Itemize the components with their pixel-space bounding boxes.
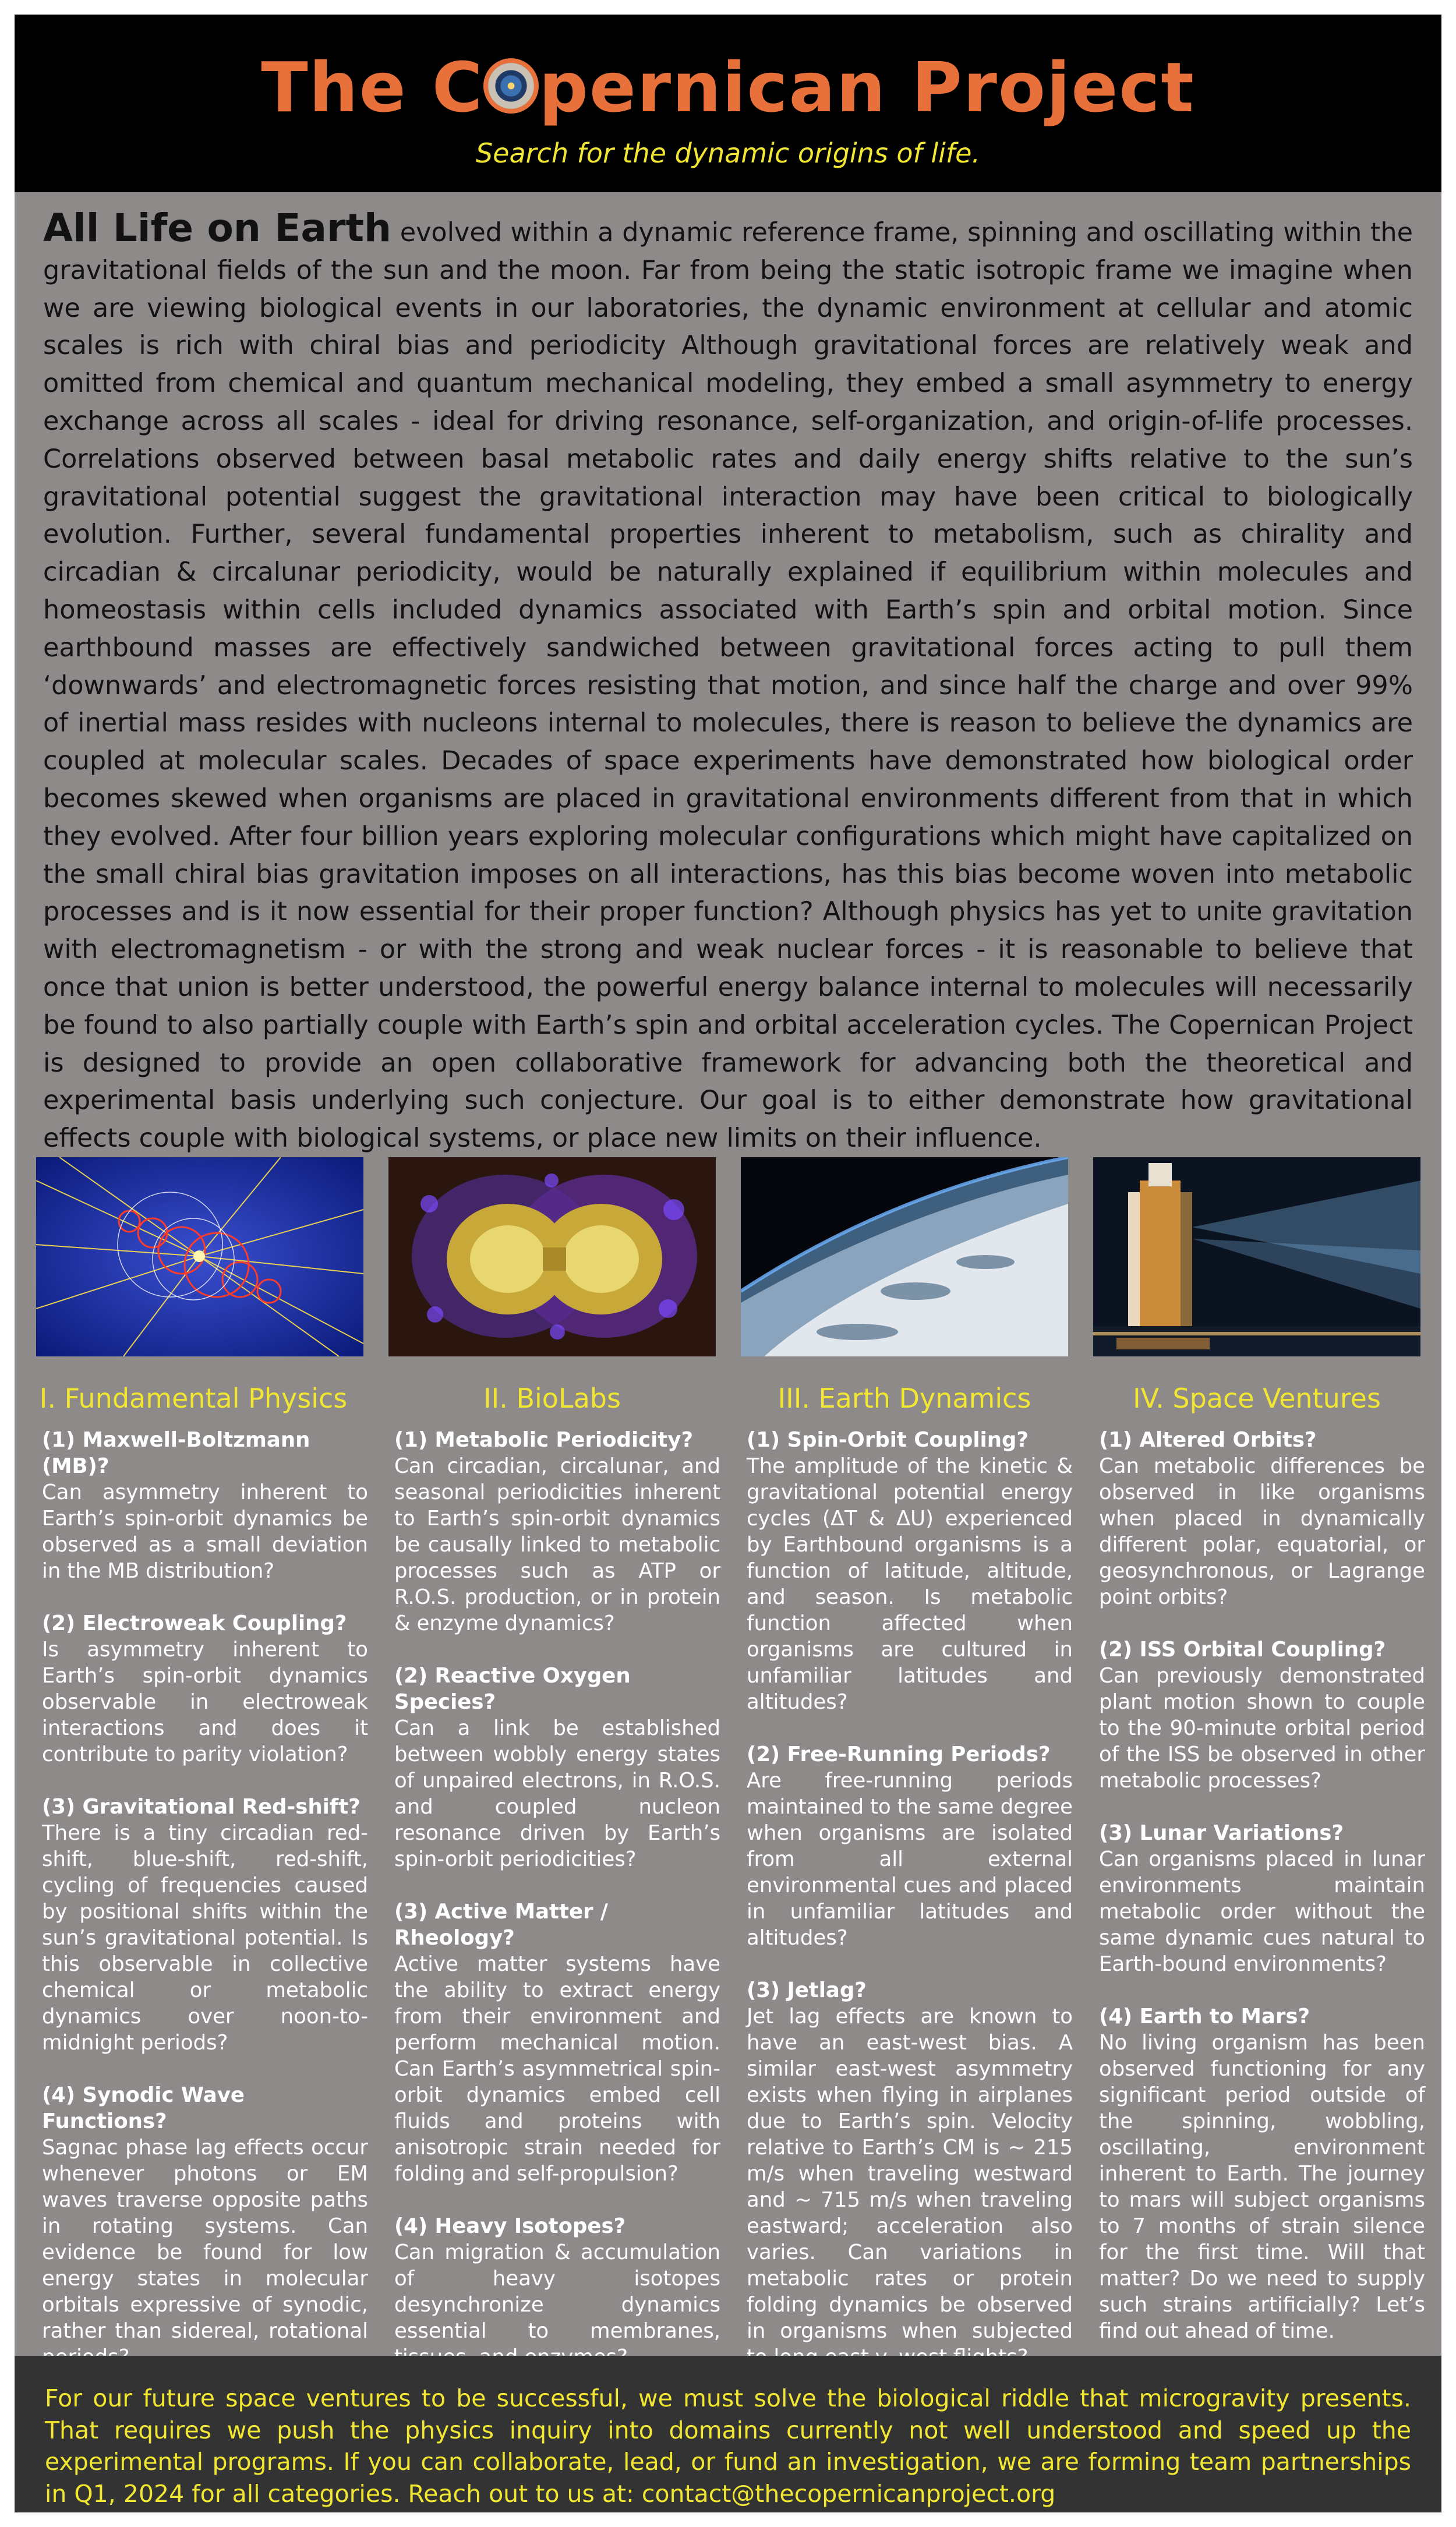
item-title: (1) Maxwell-Boltzmann (MB)? [42, 1428, 310, 1478]
list-item [42, 1610, 368, 1768]
item-text: Active matter systems have the ability to extract energy from their environment and perform mechanical motion. Can Earth’s asymmetrical spin-orbit dynamics embed cell fluids and proteins with anisotropic strain needed for folding and self-propulsion? [394, 1952, 720, 2186]
column-heading-space-ventures: IV. Space Ventures [1133, 1383, 1381, 1414]
item-title: (2) Free-Running Periods? [747, 1743, 1051, 1766]
item-title: (3) Lunar Variations? [1099, 1821, 1344, 1845]
list-item [1099, 2003, 1425, 2344]
intro-lead: All Life on Earth [43, 206, 392, 250]
item-text: Can organisms placed in lunar environments maintain metabolic order without the same dynamic cues natural to Earth-bound environments? [1099, 1847, 1425, 1976]
item-title: (3) Jetlag? [747, 1978, 867, 2002]
list-item [1099, 1427, 1425, 1610]
item-text: Can a link be established between wobbly energy states of unpaired electrons, in R.O.S. and coupled nucleon resonance driven by Earth’s spin-orbit periodicities? [394, 1716, 720, 1871]
list-item [747, 1427, 1073, 1715]
cell-division-image [388, 1157, 716, 1356]
item-text: Can asymmetry inherent to Earth’s spin-orbit dynamics be observed as a small deviation in the MB distribution? [42, 1480, 368, 1583]
item-text: Jet lag effects are known to have an east-west bias. A similar east-west asymmetry exists when flying in airplanes due to Earth’s spin. Velocity relative to Earth’s CM is ~ 215 m/s when traveling westward and ~ 715 m/s when traveling eastward; acceleration also varies. Can variations in metabolic rates or protein folding dynamics be observed in organisms when subjected [747, 2005, 1073, 2343]
intro-paragraph [43, 206, 1413, 1158]
item-title: (3) Active Matter / Rheology? [394, 1900, 608, 1950]
title-part-2: pernican Project [539, 47, 1195, 128]
item-title: (2) Electroweak Coupling? [42, 1611, 347, 1635]
page [15, 15, 1441, 2512]
item-text: There is a tiny circadian red-shift, blue-shift, red-shift, cycling of frequencies caused by positional shifts within the sun’s gravitational potential. Is this observable in collective chemical or metabolic dynamics over noon-to-midnight periods? [42, 1821, 368, 2055]
list-item [1099, 1637, 1425, 1794]
item-title: (1) Metabolic Periodicity? [394, 1428, 694, 1452]
item-title: (2) ISS Orbital Coupling? [1099, 1638, 1386, 1662]
item-title: (4) Earth to Mars? [1099, 2005, 1310, 2028]
item-title: (1) Spin-Orbit Coupling? [747, 1428, 1029, 1452]
particle-collision-image [36, 1157, 363, 1356]
list-item [747, 1977, 1073, 2370]
list-item [394, 1899, 720, 2187]
footer-call-to-action: For our future space ventures to be successful, we must solve the biological riddle that microgravity presents. That requires we push the physics inquiry into domains currently not well understood and speed up the experimental programs. If you can collaborate, lead, or fund an investigation, we are forming team partnerships in Q1, 2024 for all categories. Reach out to us at: contact@thecopernicanproject.org [45, 2384, 1411, 2508]
item-text: Sagnac phase lag effects occur whenever photons or EM waves traverse opposite paths in rotating systems. Can evidence be found for low energy states in molecular orbitals expressive of synodic, rather than sidereal, rotational [42, 2136, 368, 2343]
item-text: No living organism has been observed functioning for any significant period outside of the spinning, wobbling, oscillating, environment inherent to Earth. The journey to mars will subject organisms to 7 months of strain silence for the first time. Will that matter? Do we need to supply such strains artificially? Let’s find out ahead of time. [1099, 2031, 1425, 2343]
list-item [42, 1794, 368, 2056]
globe-logo-icon [483, 58, 539, 114]
column-fundamental-physics [42, 1427, 368, 2397]
header [15, 15, 1441, 192]
title-part-1: The C [261, 47, 484, 128]
item-text: Is asymmetry inherent to Earth’s spin-orbit dynamics observable in electroweak interactions and does it contribute to parity violation? [42, 1638, 368, 1766]
list-item [1099, 1820, 1425, 1977]
column-biolabs [394, 1427, 720, 2397]
item-title: (3) Gravitational Red-shift? [42, 1795, 361, 1819]
column-heading-biolabs: II. BioLabs [483, 1383, 621, 1414]
item-text: Can metabolic differences be observed in like organisms when placed in dynamically different polar, equatorial, or geosynchronous, or Lagrange point orbits? [1099, 1454, 1425, 1609]
tagline: Search for the dynamic origins of life. [475, 137, 981, 169]
item-title: (4) Heavy Isotopes? [394, 2214, 626, 2238]
item-text: The amplitude of the kinetic & gravitational potential energy cycles (ΔT & ΔU) experienced by Earthbound organisms is a function of latitude, altitude, and season. Is metabolic function affected when organisms are cultured in unfamiliar latitudes and altitudes? [747, 1454, 1073, 1714]
column-earth-dynamics [747, 1427, 1073, 2397]
list-item [42, 1427, 368, 1584]
footer [15, 2356, 1441, 2512]
list-item [394, 1427, 720, 1637]
item-text: Can circadian, circalunar, and seasonal periodicities inherent to Earth’s spin-orbit dynamics be causally linked to metabolic processes such as ATP or R.O.S. production, or in protein & enzyme dynamics? [394, 1454, 720, 1635]
item-title: (1) Altered Orbits? [1099, 1428, 1317, 1452]
site-title [15, 47, 1441, 128]
rocket-launchpad-image [1093, 1157, 1420, 1356]
column-space-ventures [1099, 1427, 1425, 2370]
earth-orbit-image [741, 1157, 1068, 1356]
item-text: Are free-running periods maintained to the same degree when organisms are isolated from all external environmental cues and placed in unfamiliar latitudes and altitudes? [747, 1769, 1073, 1950]
column-heading-earth-dynamics: III. Earth Dynamics [778, 1383, 1031, 1414]
item-text: Can migration & accumulation of heavy isotopes desynchronize dynamics essential to membranes, [394, 2240, 720, 2343]
column-heading-fundamental-physics: I. Fundamental Physics [39, 1383, 348, 1414]
list-item [42, 2082, 368, 2370]
intro-body: evolved within a dynamic reference frame, spinning and oscillating within the gravitational fields of the sun and the moon. Far from being the static isotropic frame we imagine when we are viewing biological events in our laboratories, the dynamic environment at cellular and atomic scales is rich with chiral bias and periodicity Although gravitational forces are relatively weak and omitted from chemical and quantum mechanical modeling, they embed a small asymmetry to energy exchange across all scales - ideal for driving resonance, self-organization, and origin-of-life processes. Correlations observed between basal metabolic rates and daily energy shifts relative to the sun’s gravitational potential suggest the gravitational interaction may have been critical to biologically evolution. Further, several fundamental properties inherent to metabolism, such as chirality and circadian & circalunar periodicity, would be naturally explained if equilibrium within molecules and homeostasis within cells included dynamics associated with Earth’s spin and orbital motion. Since earthbound masses are effectively sandwiched between gravitational forces acting to pull them ‘downwards’ and electromagnetic forces resisting that motion, and since half the charge and over 99% of inertial mass resides with nucleons internal to molecules, there is reason to believe the dynamics are coupled at molecular scales. Decades of space experiments have demonstrated how biological order becomes skewed when organisms are placed in gravitational environments different from that in which they evolved. After four billion years exploring molecular configurations which might have capitalized on the small chiral bias gravitation imposes on all interactions, has this bias become woven into metabolic processes and is it now essential for their proper function? Although physics has yet to unite gravitation with electromagnetism - or with the strong and weak nuclear forces - it is reasonable to believe that once that union is better understood, the powerful energy balance internal to molecules will necessarily be found to also partially couple with Earth’s spin and orbital acceleration cycles. The Copernican Project is designed to provide an open collaborative framework for advancing both the theoretical and experimental basis underlying such conjecture. Our goal is to either demonstrate how gravitational effects couple with biological systems, or place new limits on their influence. [43, 218, 1413, 1154]
list-item [394, 1663, 720, 1872]
item-text: Can previously demonstrated plant motion shown to couple to the 90-minute orbital period of the ISS be observed in other metabolic processes? [1099, 1664, 1425, 1793]
list-item [394, 2213, 720, 2370]
list-item [747, 1741, 1073, 1951]
item-title: (2) Reactive Oxygen Species? [394, 1664, 631, 1714]
item-title: (4) Synodic Wave Functions? [42, 2083, 245, 2133]
